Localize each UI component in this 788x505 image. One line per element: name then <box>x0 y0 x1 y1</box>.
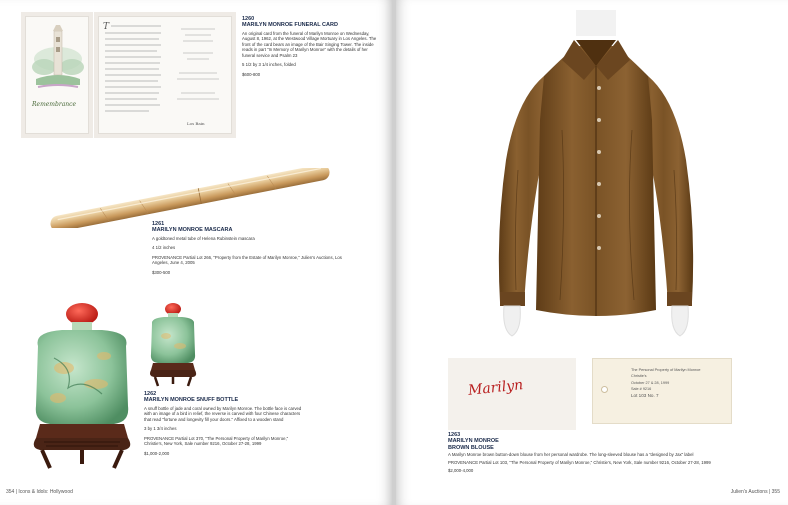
lot-number: 1261 <box>152 221 165 227</box>
tag-text <box>631 367 700 399</box>
lot-estimate: $300-500 <box>152 269 171 275</box>
lot-dimensions: 4 1/2 inches <box>152 245 176 251</box>
lot-estimate: $600-800 <box>242 72 261 78</box>
lot-provenance: PROVENANCE Partial Lot 266, "Property from the Estate of Marilyn Monroe," Julien's Auctions, Los Angeles, June 4, 2005 <box>152 254 342 266</box>
lot-estimate: $1,000-2,000 <box>144 451 170 457</box>
funeral-card-front-photo <box>21 12 93 138</box>
svg-text:T: T <box>103 22 110 32</box>
tag-line4: Sale # 9216 <box>631 387 652 392</box>
card-inside-script <box>99 17 233 135</box>
left-page <box>0 0 392 505</box>
lot-title-line2: BROWN BLOUSE <box>448 444 494 451</box>
card-front-caption: Remembrance <box>32 101 77 108</box>
lot-provenance: PROVENANCE Partial Lot 370, "The Personal Property of Marilyn Monroe," Christie's, New York, Sale number 9216, October 27-28, 1999 <box>144 435 289 447</box>
signature-photo <box>448 358 576 430</box>
right-folio: Julien's Auctions | 355 <box>730 489 780 495</box>
lot-title: MARILYN MONROE FUNERAL CARD <box>242 22 338 28</box>
lot-description: A goldtoned metal tube of Helena Rubinstein mascara <box>152 235 255 241</box>
lot-1260-block <box>242 16 382 78</box>
tag-line2: Christie's <box>631 374 647 379</box>
tag-line1: The Personal Property of Marilyn Monroe <box>631 368 701 372</box>
snuff-bottle-small-photo <box>146 300 200 388</box>
lot-1261-block <box>152 221 342 275</box>
lot-estimate: $2,000-4,000 <box>448 468 474 474</box>
lot-1263-block <box>448 432 778 474</box>
card-front <box>25 16 89 134</box>
auction-tag <box>592 358 732 424</box>
signature: Marilyn <box>467 377 524 399</box>
card-inside-name: Los Bain <box>187 121 205 126</box>
lot-title: MARILYN MONROE MASCARA <box>152 227 233 233</box>
tag-line5: Lot 103 No. 7 <box>631 392 659 398</box>
tag-line3: October 27 & 28, 1999 <box>631 380 670 385</box>
lot-title: MARILYN MONROE SNUFF BOTTLE <box>144 397 239 403</box>
mascara-tube-photo <box>40 168 340 228</box>
left-folio: 354 | Icons & Idols: Hollywood <box>6 489 73 495</box>
singing-tower-illustration <box>26 17 90 135</box>
tag-hole <box>601 386 608 393</box>
right-page <box>396 0 788 505</box>
snuff-bottle-large-photo <box>24 298 140 474</box>
lot-description: A Marilyn Monroe brown button-down blouse from her personal wardrobe. The long-sleeved blouse has a "designed by Jax" label <box>448 452 694 457</box>
card-inside <box>98 16 232 134</box>
lot-description: An original card from the funeral of Marilyn Monroe on Wednesday, August 8, 1962, at the Westwood Village Mortuary in Los Angeles. The front of the card bears an image of the Bair Singing Tower. The inside reads in part "In Memory of Marilyn Monroe" with the details of her funeral service and Psalm 23 <box>242 30 377 58</box>
brown-blouse-photo <box>466 10 726 350</box>
lot-dimensions: 5 1/2 by 3 1/4 inches, folded <box>242 62 296 68</box>
lot-description: A snuff bottle of jade and coral owned by Marilyn Monroe. The bottle face is carved with an image of a bird in relief, the reverse is carved with four Chinese characters that read "fortune and longevity fill your doors." Affixed to a wooden stand <box>144 405 302 422</box>
lot-number: 1263 <box>448 432 461 438</box>
lot-provenance: PROVENANCE Partial Lot 103, "The Personal Property of Marilyn Monroe," Christie's, New York, Sale number 9216, October 27-28, 1999 <box>448 459 711 465</box>
lot-number: 1262 <box>144 391 157 397</box>
funeral-card-inside-photo <box>94 12 236 138</box>
lot-dimensions: 3 by 1 3/4 inches <box>144 426 177 432</box>
lot-title-line1: MARILYN MONROE <box>448 438 499 444</box>
lot-number: 1260 <box>242 16 255 22</box>
lot-1262-block <box>144 391 304 457</box>
